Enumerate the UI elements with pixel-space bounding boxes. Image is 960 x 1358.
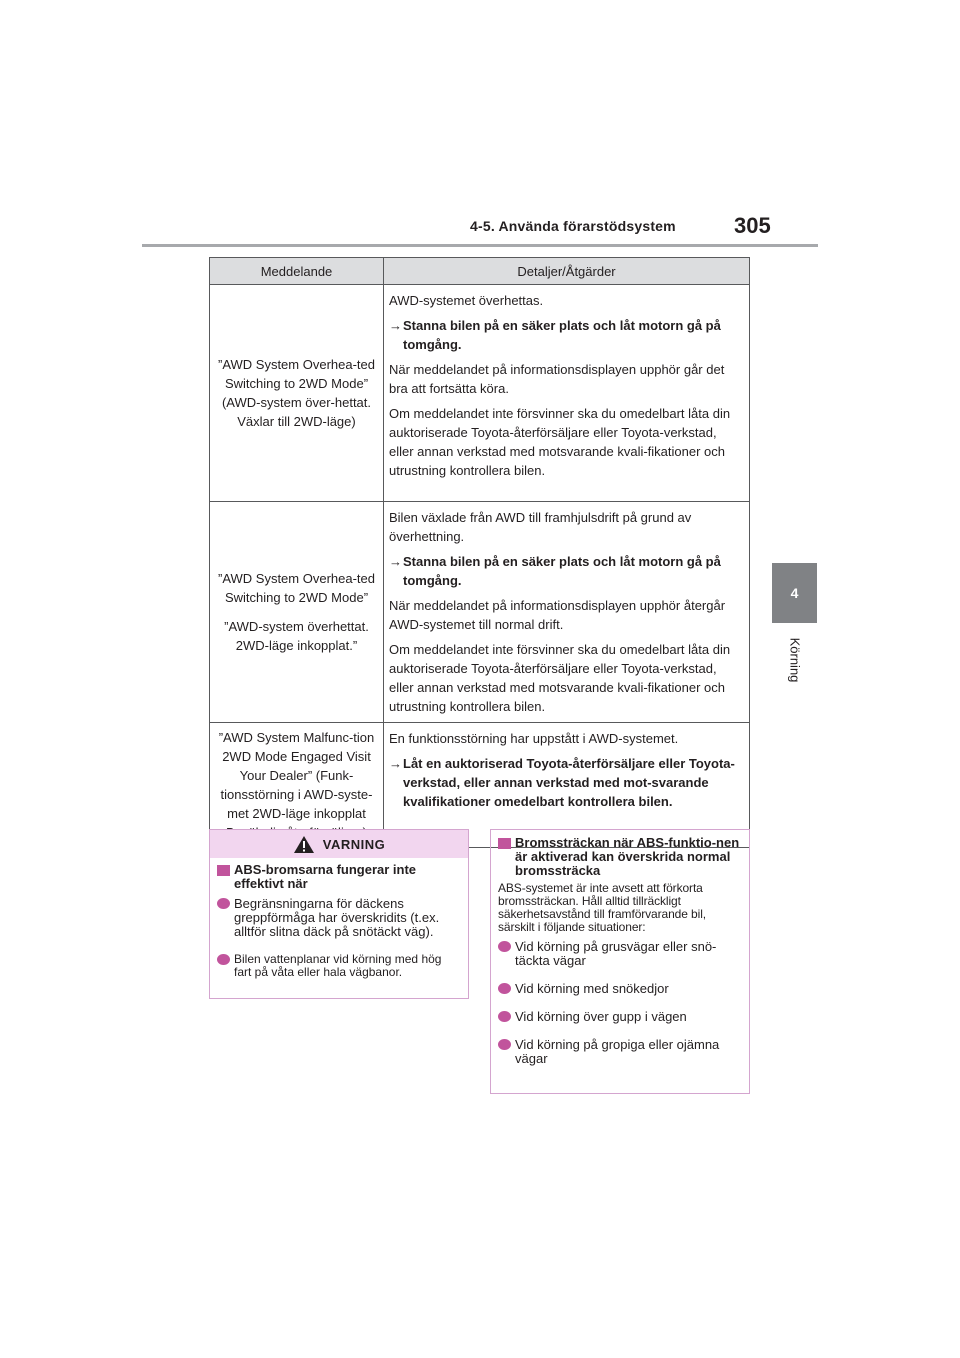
column-header: Detaljer/Åtgärder: [384, 258, 750, 285]
warning-heading-text: ABS-bromsarna fungerar inte effektivt när: [234, 862, 417, 891]
message-text: ”AWD System Overhea-ted Switching to 2WD Mode” (AWD-system över-hettat. Växlar till 2WD-läge): [217, 357, 375, 429]
arrow-icon: →: [389, 554, 402, 569]
round-bullet-icon: [498, 983, 511, 994]
square-bullet-icon: [217, 865, 230, 876]
round-bullet-icon: [498, 1011, 511, 1022]
table-header-row: [210, 258, 750, 285]
list-item-text: Vid körning över gupp i vägen: [515, 1009, 687, 1024]
details-text: En funktionsstörning har uppstått i AWD-systemet.: [389, 731, 679, 746]
message-text: ”AWD System Overhea-ted Switching to 2WD Mode”: [217, 571, 375, 605]
list-item: [498, 940, 741, 968]
chapter-tab: 4: [772, 563, 817, 623]
action-line: [389, 552, 743, 590]
arrow-icon: →: [389, 318, 402, 333]
details-text: AWD-systemet överhettas.: [389, 293, 544, 308]
warning-heading: [217, 863, 460, 891]
warning-body: [210, 858, 468, 979]
round-bullet-icon: [217, 898, 230, 909]
list-item-text: Vid körning på gropiga eller ojämna vägar: [515, 1037, 720, 1066]
table-row: [210, 285, 750, 502]
chapter-label-text: Körning: [787, 637, 803, 683]
message-text: ”AWD-system överhettat. 2WD-läge inkopplat.”: [224, 619, 369, 653]
action-text: Låt en auktoriserad Toyota-återförsäljare eller Toyota-verkstad, eller annan verkstad med mot-svarande kvalifikationer omedelbart kontrollera bilen.: [403, 756, 735, 809]
round-bullet-icon: [217, 954, 230, 965]
square-bullet-icon: [498, 838, 511, 849]
round-bullet-icon: [498, 1039, 511, 1050]
action-text: Stanna bilen på en säker plats och låt motorn gå på tomgång.: [403, 318, 721, 352]
message-table: [209, 257, 750, 848]
list-item-text: Bilen vattenplanar vid körning med hög fart på våta eller hala vägbanor.: [234, 952, 442, 979]
section-title: 4-5. Använda förarstödsystem: [470, 218, 676, 234]
chapter-label: [773, 632, 817, 688]
table-row: [210, 502, 750, 723]
list-item: [498, 1038, 741, 1066]
warning-box: [209, 829, 469, 999]
list-item-text: Vid körning med snökedjor: [515, 981, 669, 996]
round-bullet-icon: [498, 941, 511, 952]
arrow-icon: →: [389, 756, 402, 771]
info-body: [491, 830, 749, 1066]
message-cell: [210, 285, 384, 502]
details-text: När meddelandet på informationsdisplayen upphör återgår AWD-systemet till normal drift.: [389, 598, 726, 632]
message-text: ”AWD System Malfunc-tion 2WD Mode Engaged Visit Your Dealer” (Funk-tionsstörning i AWD-syste-met 2WD-läge inkopplat: [218, 730, 375, 821]
column-header: Meddelande: [210, 258, 384, 285]
info-box: [490, 829, 750, 1094]
list-item: [217, 953, 460, 979]
warning-title: VARNING: [322, 836, 386, 852]
warning-header: [210, 830, 468, 858]
info-heading: [498, 836, 741, 878]
details-text: Om meddelandet inte försvinner ska du omedelbart låta din auktoriserade Toyota-återförsäljare eller Toyota-verkstad, eller annan verkstad med motsvarande kvali-fikationer och utrustning kontrollera bilen.: [389, 406, 731, 478]
details-cell: [384, 285, 750, 502]
list-item: [498, 1010, 741, 1024]
action-line: [389, 316, 743, 354]
details-text: Bilen växlade från AWD till framhjulsdrift på grund av överhettning.: [389, 510, 692, 544]
list-item-text: Begränsningarna för däckens greppförmåga har överskridits (t.ex. alltför slitna däck på snötäckt väg).: [234, 896, 440, 939]
list-item: [498, 982, 741, 996]
details-text: När meddelandet på informationsdisplayen upphör går det bra att fortsätta köra.: [389, 362, 725, 396]
list-item-text: Vid körning på grusvägar eller snö-täckta vägar: [515, 939, 717, 968]
action-text: Stanna bilen på en säker plats och låt motorn gå på tomgång.: [403, 554, 721, 588]
page-number: 305: [734, 213, 771, 238]
action-line: [389, 754, 743, 811]
info-text: ABS-systemet är inte avsett att förkorta bromssträckan. Håll alltid tillräckligt säkerhetsavstånd till framförvarande bil, särskilt i följande situationer:: [498, 881, 706, 934]
details-text: Om meddelandet inte försvinner ska du omedelbart låta din auktoriserade Toyota-återförsäljare eller Toyota-verkstad, eller annan verkstad med motsvarande kvali-fikationer och utrustning kontrollera bilen.: [389, 642, 731, 714]
warning-triangle-icon: [293, 835, 315, 854]
details-cell: [384, 502, 750, 723]
list-item: [217, 897, 460, 939]
message-cell: [210, 502, 384, 723]
info-heading-text: Bromssträckan när ABS-funktio-nen är aktiverad kan överskrida normal bromssträcka: [515, 835, 740, 878]
header-divider: [142, 244, 818, 247]
